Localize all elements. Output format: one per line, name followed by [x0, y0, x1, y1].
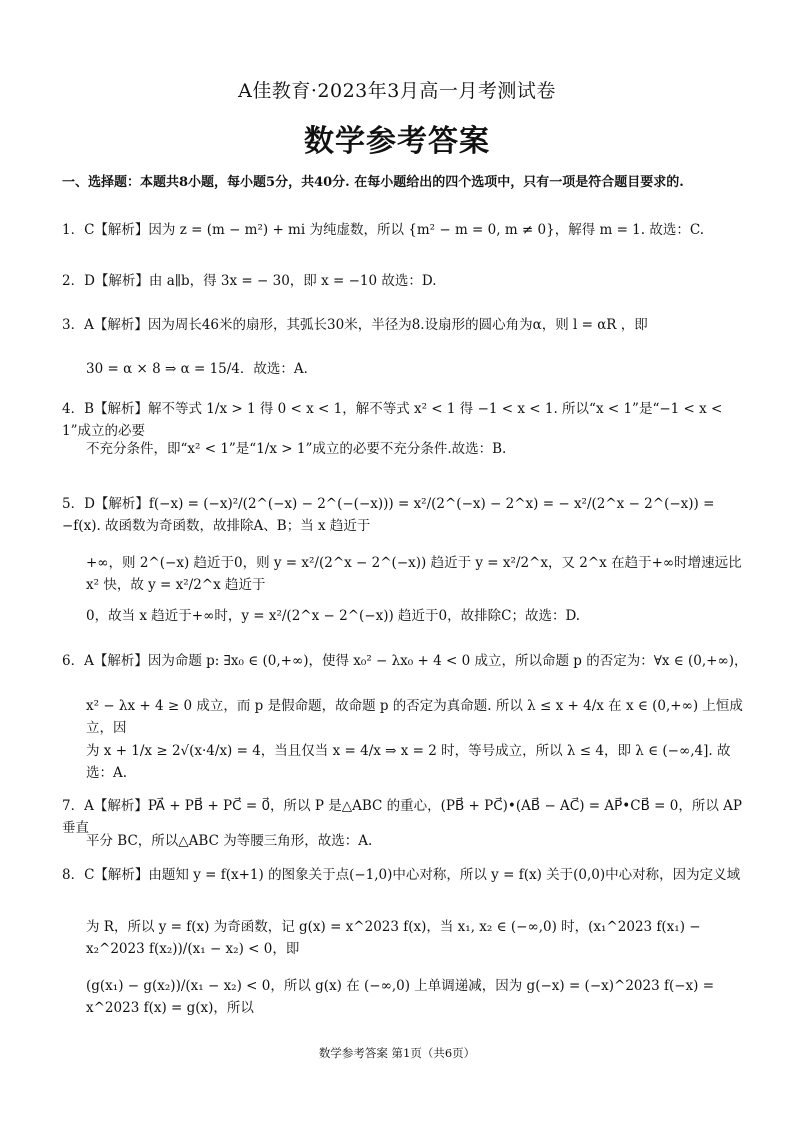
question-6-cont2: 为 x + 1/x ≥ 2√(x·4/x) = 4，当且仅当 x = 4/x ⇒ x = 2 时，等号成立，所以 λ ≤ 4，即 λ ∈ (−∞,4]. 故选：A.: [86, 743, 731, 781]
question-5: 5．D【解析】f(−x) = (−x)²/(2^(−x) − 2^(−(−x))) = x²/(2^(−x) − 2^x) = − x²/(2^x − 2^(−x)) = −f(x). 故函数为奇函数，故排除A、B；当 x 趋近于: [62, 496, 715, 534]
question-4-cont: 不充分条件，即“x² < 1”是“1/x > 1”成立的必要不充分条件.故选：B.: [86, 441, 507, 457]
question-6-cont: x² − λx + 4 ≥ 0 成立，而 p 是假命题，故命题 p 的否定为真命题. 所以 λ ≤ x + 4/x 在 x ∈ (0,+∞) 上恒成立，因: [86, 698, 743, 736]
question-3: 3．A【解析】因为周长46米的扇形，其弧长30米，半径为8.设扇形的圆心角为α，则 l = αR ，即: [62, 317, 648, 333]
question-5-cont: +∞，则 2^(−x) 趋近于0，则 y = x²/(2^x − 2^(−x)) 趋近于 y = x²/2^x，又 2^x 在趋于+∞时增速远比 x² 快，故 y = x²/2^x 趋近于: [86, 555, 742, 593]
question-6: 6．A【解析】因为命题 p: ∃x₀ ∈ (0,+∞)，使得 x₀² − λx₀ + 4 < 0 成立，所以命题 p 的否定为：∀x ∈ (0,+∞)，: [62, 653, 748, 669]
page-title: A佳教育·2023年3月高一月考测试卷: [238, 80, 556, 102]
question-3-cont: 30 = α × 8 ⇒ α = 15/4．故选：A．: [86, 361, 318, 377]
question-1: 1．C【解析】因为 z = (m − m²) + mi 为纯虚数，所以 {m² − m = 0, m ≠ 0}，解得 m = 1. 故选：C.: [62, 222, 704, 238]
question-4: 4．B【解析】解不等式 1/x > 1 得 0 < x < 1，解不等式 x² < 1 得 −1 < x < 1. 所以“x < 1”是“−1 < x < 1”成立的必要: [62, 401, 723, 439]
question-7: 7．A【解析】PA⃗ + PB⃗ + PC⃗ = 0⃗，所以 P 是△ABC 的重心，(PB⃗ + PC⃗)•(AB⃗ − AC⃗) = AP⃗•CB⃗ = 0，所以 AP 垂直: [62, 798, 742, 836]
question-2: 2．D【解析】由 a∥b，得 3x = − 30，即 x = −10 故选：D.: [62, 273, 437, 289]
question-5-cont2: 0，故当 x 趋近于+∞时，y = x²/(2^x − 2^(−x)) 趋近于0，故排除C；故选：D.: [86, 608, 581, 624]
page-subtitle: 数学参考答案: [304, 124, 490, 159]
page-footer: 数学参考答案 第1页（共6页）: [318, 1046, 476, 1060]
section-heading: 一、选择题：本题共8小题，每小题5分，共40分. 在每小题给出的四个选项中，只有一项是符合题目要求的.: [62, 175, 684, 190]
question-7-cont: 平分 BC，所以△ABC 为等腰三角形，故选：A.: [86, 833, 373, 849]
question-8-cont: 为 R，所以 y = f(x) 为奇函数，记 g(x) = x^2023 f(x)，当 x₁, x₂ ∈ (−∞,0) 时，(x₁^2023 f(x₁) − x₂^2023 f(x₂))/(x₁ − x₂) < 0，即: [86, 919, 701, 957]
question-8-cont2: (g(x₁) − g(x₂))/(x₁ − x₂) < 0，所以 g(x) 在 (−∞,0) 上单调递减，因为 g(−x) = (−x)^2023 f(−x) = x^2023 f(x) = g(x)，所以: [86, 978, 715, 1016]
question-8: 8．C【解析】由题知 y = f(x+1) 的图象关于点(−1,0)中心对称，所以 y = f(x) 关于(0,0)中心对称，因为定义域: [62, 867, 741, 883]
